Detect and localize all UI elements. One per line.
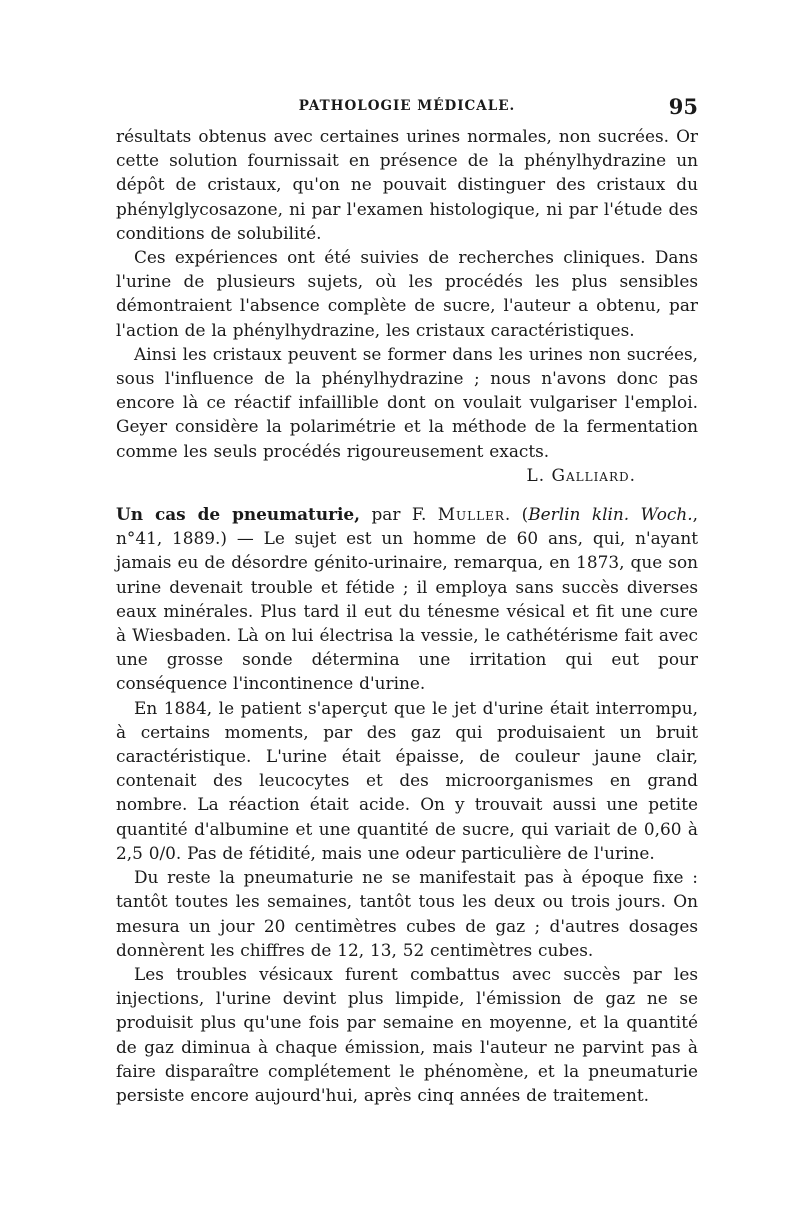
citation-open: . ( xyxy=(504,504,529,525)
signature xyxy=(116,463,698,487)
signature-text: L. Galliard. xyxy=(526,464,636,485)
paragraph: Ainsi les cristaux peuvent se former dans les urines non sucrées, sous l'influence de la phénylhydrazine ; nous n'avons donc pas encore là ce réactif infaillible dont on voulait vulgariser l'emploi. Geyer considère la polarimétrie et la méthode de la fermentation comme les seuls procédés rigoureusement exacts. xyxy=(116,343,698,461)
author-name: Muller xyxy=(437,504,505,525)
article-title: Un cas de pneumaturie, xyxy=(116,504,361,525)
paragraph: résultats obtenus avec certaines urines normales, non sucrées. Or cette solution fournissait en présence de la phénylhydrazine un dépôt de cristaux, qu'on ne pouvait distinguer des cristaux du phénylglycosazone, ni par l'examen histologique, ni par l'étude des conditions de solubilité. xyxy=(116,126,698,243)
page-header xyxy=(116,94,698,124)
body-text xyxy=(116,124,698,1107)
paragraph: Ces expériences ont été suivies de recherches cliniques. Dans l'urine de plusieurs sujets, où les procédés les plus sensibles démontraient l'absence complète de sucre, l'auteur a obtenu, par l'action de la phénylhydrazine, les cristaux caractéristiques. xyxy=(116,247,698,340)
paragraph: En 1884, le patient s'aperçut que le jet d'urine était interrompu, à certains moments, par des gaz qui produisaient un bruit caractéristique. L'urine était épaisse, de couleur jaune clair, contenait des leucocytes et des microorganismes en grand nombre. La réaction était acide. On y trouvait aussi une petite quantité d'albumine et une quantité de sucre, qui variait de 0,60 à 2,5 0/0. Pas de fétidité, mais une odeur particulière de l'urine. xyxy=(116,697,698,863)
page-number: 95 xyxy=(668,94,698,119)
journal-name: Berlin klin. Woch. xyxy=(528,504,693,525)
article-lead-paragraph xyxy=(116,502,698,696)
section-gap xyxy=(116,487,698,502)
lead-text: — Le sujet est un homme de 60 ans, qui, n'ayant jamais eu de désordre génito-urinaire, remarqua, en 1873, que son urine devenait trouble et fétide ; il employa sans succès diverses eaux minérales. Plus tard il eut du ténesme vésical et fit une cure à Wiesbaden. Là on lui électrisa la vessie, le cathétérisme fait avec une grosse sonde détermina une irritation qui eut pour conséquence l'incontinence d'urine. xyxy=(116,528,699,694)
paragraph: Les troubles vésicaux furent combattus avec succès par les injections, l'urine devint plus limpide, l'émission de gaz ne se produisit plus qu'une fois par semaine en moyenne, et la quantité de gaz diminua à chaque émission, mais l'auteur ne parvint pas à faire disparaître complétement le phénomène, et la pneumaturie persiste encore aujourd'hui, après cinq années de traitement. xyxy=(116,963,698,1105)
running-head: PATHOLOGIE MÉDICALE. xyxy=(298,98,516,114)
book-page xyxy=(116,94,698,1107)
paragraph: Du reste la pneumaturie ne se manifestait pas à époque fixe : tantôt toutes les semaines, tantôt tous les deux ou trois jours. On mesura un jour 20 centimètres cubes de gaz ; d'autres dosages donnèrent les chiffres de 12, 13, 52 centimètres cubes. xyxy=(116,867,698,960)
citation-rest: , n°41, 1889.) xyxy=(116,504,699,549)
author-prefix: par F. xyxy=(360,504,438,525)
